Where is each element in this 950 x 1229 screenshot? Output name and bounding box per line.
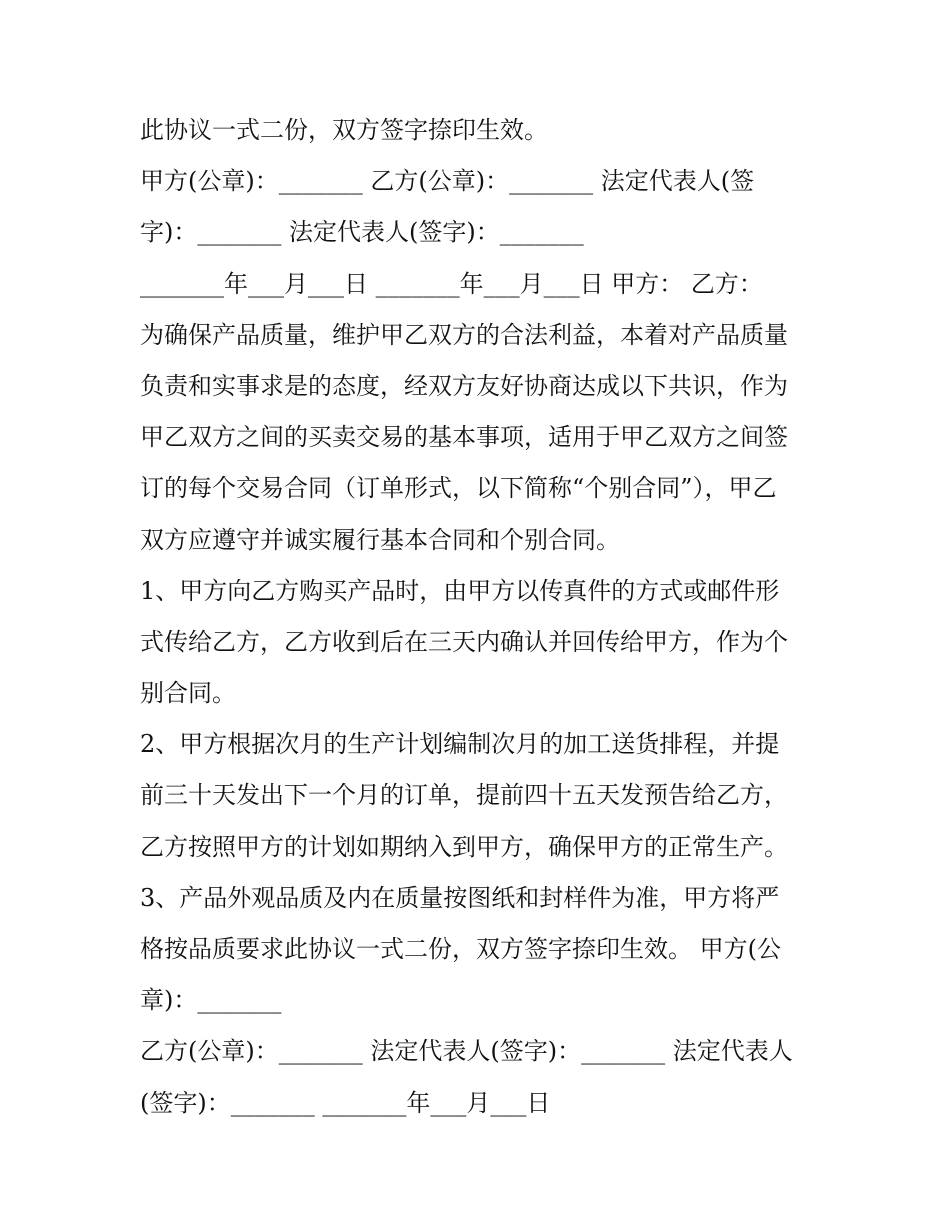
text-line: 负责和实事求是的态度，经双方友好协商达成以下共识，作为 [140, 371, 788, 400]
text-line: 乙方按照甲方的计划如期纳入到甲方，确保甲方的正常生产。 [140, 832, 788, 861]
text-line: 此协议一式二份，双方签字捺印生效。 [140, 116, 548, 144]
text-line: (签字)：_______ _______年___月___日 [140, 1088, 551, 1117]
document-page [140, 105, 812, 1129]
text-line: 格按品质要求此协议一式二份，双方签字捺印生效。 甲方(公 [140, 935, 781, 963]
text-line: 2、甲方根据次月的生产计划编制次月的加工送货排程，并提 [140, 730, 780, 759]
text-line: 1、甲方向乙方购买产品时，由甲方以传真件的方式或邮件形 [140, 576, 780, 605]
text-line: 乙方(公章)：_______ 法定代表人(签字)：_______ 法定代表人 [140, 1037, 793, 1066]
text-line: 别合同。 [140, 679, 236, 708]
text-line: 字)：_______ 法定代表人(签字)：_______ [140, 218, 584, 247]
text-line: 双方应遵守并诚实履行基本合同和个别合同。 [140, 525, 620, 554]
text-line: 订的每个交易合同（订单形式，以下简称“个别合同”），甲乙 [140, 474, 777, 503]
text-line: 前三十天发出下一个月的订单，提前四十五天发预告给乙方， [140, 781, 788, 810]
text-line: 式传给乙方，乙方收到后在三天内确认并回传给甲方，作为个 [140, 627, 788, 656]
text-line: 甲方(公章)：_______ 乙方(公章)：_______ 法定代表人(签 [140, 167, 755, 196]
text-line: 3、产品外观品质及内在质量按图纸和封样件为准，甲方将严 [140, 883, 780, 912]
text-line: 为确保产品质量，维护甲乙双方的合法利益，本着对产品质量 [140, 320, 788, 349]
text-line: 甲乙双方之间的买卖交易的基本事项，适用于甲乙双方之间签 [140, 423, 788, 452]
text-line: 章)：_______ [140, 986, 282, 1015]
text-line: _______年___月___日 _______年___月___日 甲方： 乙方： [140, 269, 763, 298]
